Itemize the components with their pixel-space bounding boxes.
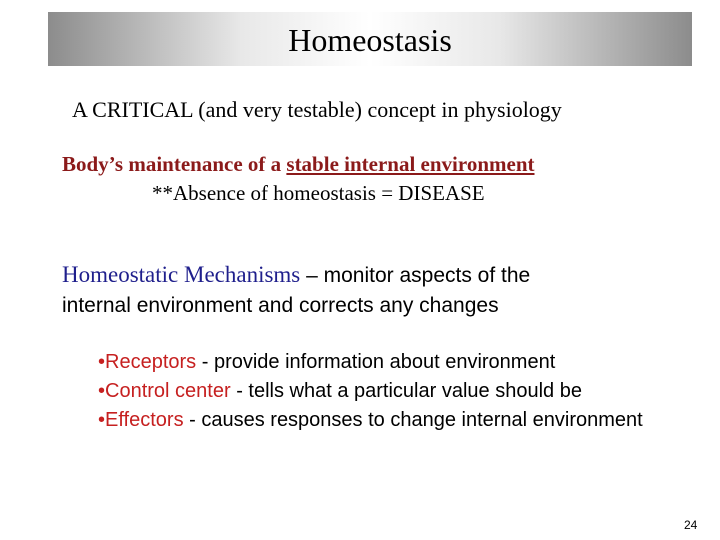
bullet-term: Effectors <box>105 409 184 431</box>
bullet-term: Receptors <box>105 351 197 373</box>
definition-line <box>62 151 535 177</box>
bullet-desc: - tells what a particular value should be <box>230 380 582 402</box>
bullet-item <box>98 377 698 406</box>
bullet-desc: - provide information about environment <box>196 351 556 373</box>
definition-prefix: Body’s maintenance of a <box>62 152 287 176</box>
mechanisms-desc-1: – monitor aspects of the <box>300 264 531 287</box>
bullet-list <box>98 348 698 435</box>
bullet-item <box>98 348 698 377</box>
bullet-desc: - causes responses to change internal environment <box>183 409 643 431</box>
title-bar <box>48 12 692 66</box>
definition-underlined: stable internal environment <box>286 152 535 176</box>
mechanisms-desc-2: internal environment and corrects any changes <box>62 294 499 317</box>
slide-subtitle: A CRITICAL (and very testable) concept in physiology <box>72 97 562 122</box>
bullet-term: Control center <box>105 380 231 402</box>
bullet-item <box>98 406 698 435</box>
mechanisms-term: Homeostatic Mechanisms <box>62 262 301 287</box>
bullet-marker: • <box>98 409 106 431</box>
page-number: 24 <box>684 518 698 532</box>
mechanisms-line <box>62 260 530 291</box>
bullet-marker: • <box>98 380 106 402</box>
disease-note: **Absence of homeostasis = DISEASE <box>152 181 485 205</box>
slide-title: Homeostasis <box>288 22 452 58</box>
bullet-marker: • <box>98 351 106 373</box>
